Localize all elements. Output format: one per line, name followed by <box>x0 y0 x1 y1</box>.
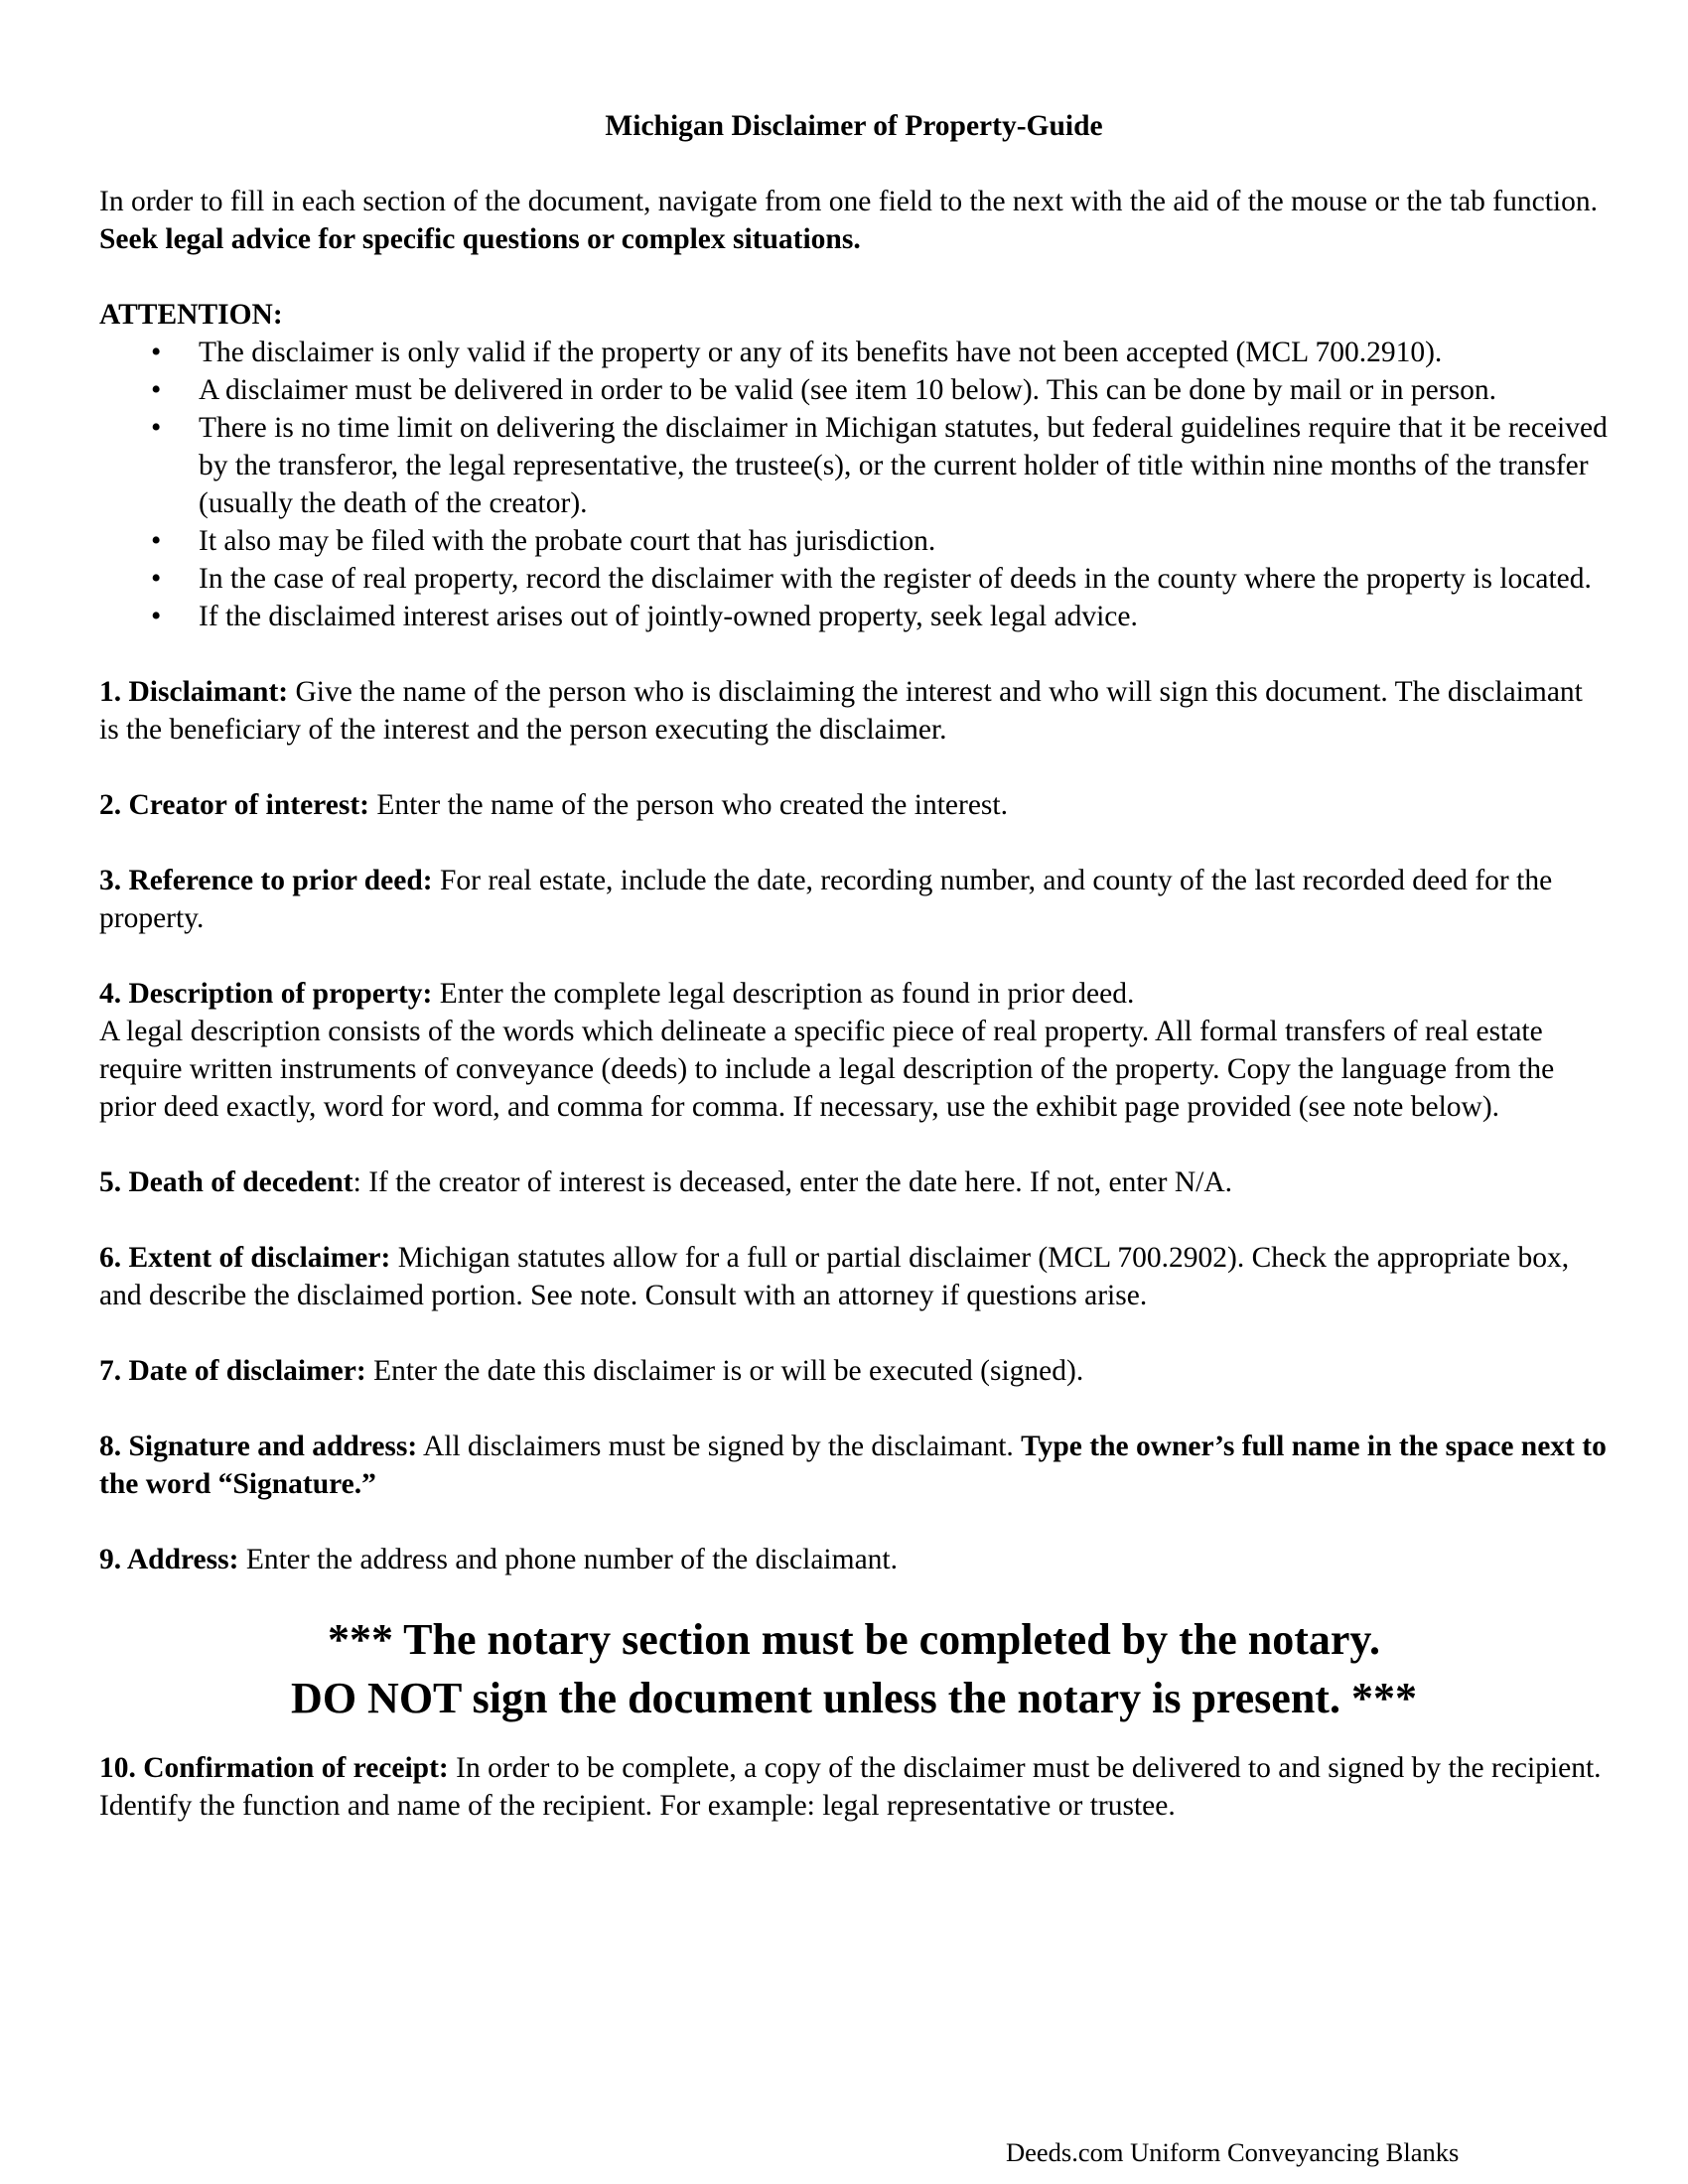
item-text: Enter the name of the person who created the interest. <box>368 789 1008 821</box>
item-label: 8. Signature and address: <box>99 1431 418 1462</box>
item-text: Give the name of the person who is disclaiming the interest and who will sign this document. The disclaimant is the beneficiary of the interest and the person executing the disclaimer. <box>99 676 1583 746</box>
intro-bold-text: Seek legal advice for specific questions or complex situations. <box>99 223 861 255</box>
item-address <box>99 1541 1609 1578</box>
item-text: For real estate, include the date, recording number, and county of the last recorded deed for the property. <box>99 865 1553 934</box>
item-creator-of-interest <box>99 786 1609 824</box>
item-text: All disclaimers must be signed by the disclaimant. <box>417 1431 1022 1462</box>
list-item: • If the disclaimed interest arises out of jointly-owned property, seek legal advice. <box>99 598 1609 635</box>
document-title: Michigan Disclaimer of Property-Guide <box>605 110 1103 142</box>
item-date-of-disclaimer <box>99 1352 1609 1390</box>
attention-list <box>99 334 1609 635</box>
item-disclaimant <box>99 673 1609 749</box>
item-text: In order to be complete, a copy of the disclaimer must be delivered to and signed by the recipient. Identify the function and name of the recipient. For example: legal representative or trustee. <box>99 1752 1602 1822</box>
bullet-icon: • <box>151 525 162 557</box>
item-text: Michigan statutes allow for a full or partial disclaimer (MCL 700.2902). Check the appropriate box, and describe the disclaimed portion. See note. Consult with an attorney if questions arise. <box>99 1242 1570 1311</box>
bullet-icon: • <box>151 601 162 632</box>
item-extent-of-disclaimer <box>99 1239 1609 1314</box>
item-reference-to-prior-deed <box>99 862 1609 937</box>
item-label: 6. Extent of disclaimer: <box>99 1242 391 1274</box>
notary-warning-line-2: DO NOT sign the document unless the notary is present. *** <box>291 1674 1417 1722</box>
item-text: : If the creator of interest is deceased, enter the date here. If not, enter N/A. <box>352 1166 1233 1198</box>
item-label: 9. Address: <box>99 1544 239 1575</box>
item-label: 4. Description of property: <box>99 978 433 1010</box>
bullet-icon: • <box>151 412 162 444</box>
item-label: 3. Reference to prior deed: <box>99 865 433 896</box>
notary-warning-line-1: *** The notary section must be completed by the notary. <box>327 1615 1381 1664</box>
attention-heading: ATTENTION: <box>99 299 283 331</box>
item-death-of-decedent <box>99 1163 1609 1201</box>
document-page <box>99 107 1609 1825</box>
bullet-icon: • <box>151 563 162 595</box>
item-bold-text: Type the owner’s full name in the space next to the word “Signature.” <box>99 1431 1607 1500</box>
bullet-icon: • <box>151 374 162 406</box>
notary-warning <box>99 1610 1609 1727</box>
item-text: Enter the date this disclaimer is or will be executed (signed). <box>365 1355 1084 1387</box>
list-item: • In the case of real property, record the disclaimer with the register of deeds in the county where the property is located. <box>99 560 1609 598</box>
footer-text: Deeds.com Uniform Conveyancing Blanks <box>1006 2137 1460 2167</box>
item-text: Enter the complete legal description as found in prior deed. <box>432 978 1135 1010</box>
item-label: 10. Confirmation of receipt: <box>99 1752 449 1784</box>
item-label: 1. Disclaimant: <box>99 676 289 708</box>
item-signature-and-address <box>99 1428 1609 1503</box>
item-label: 5. Death of decedent <box>99 1166 353 1198</box>
list-item: • A disclaimer must be delivered in order to be valid (see item 10 below). This can be done by mail or in person. <box>99 371 1609 409</box>
item-description-of-property <box>99 975 1609 1013</box>
intro-text: In order to fill in each section of the document, navigate from one field to the next with the aid of the mouse or the tab function. <box>99 186 1598 217</box>
intro-paragraph <box>99 183 1609 258</box>
item-confirmation-of-receipt <box>99 1749 1609 1825</box>
item-text: Enter the address and phone number of the disclaimant. <box>238 1544 898 1575</box>
list-item: • The disclaimer is only valid if the property or any of its benefits have not been accepted (MCL 700.2910). <box>99 334 1609 371</box>
list-item: • There is no time limit on delivering the disclaimer in Michigan statutes, but federal guidelines require that it be received by the transferor, the legal representative, the trustee(s), or the current holder of title within nine months of the transfer (usually the death of the creator). <box>99 409 1609 522</box>
bullet-icon: • <box>151 337 162 368</box>
list-item: • It also may be filed with the probate court that has jurisdiction. <box>99 522 1609 560</box>
legal-description-explanation: A legal description consists of the words which delineate a specific piece of real property. All formal transfers of real estate require written instruments of conveyance (deeds) to include a legal description of the property. Copy the language from the prior deed exactly, word for word, and comma for comma. If necessary, use the exhibit page provided (see note below). <box>99 1016 1555 1123</box>
item-label: 2. Creator of interest: <box>99 789 369 821</box>
item-label: 7. Date of disclaimer: <box>99 1355 366 1387</box>
